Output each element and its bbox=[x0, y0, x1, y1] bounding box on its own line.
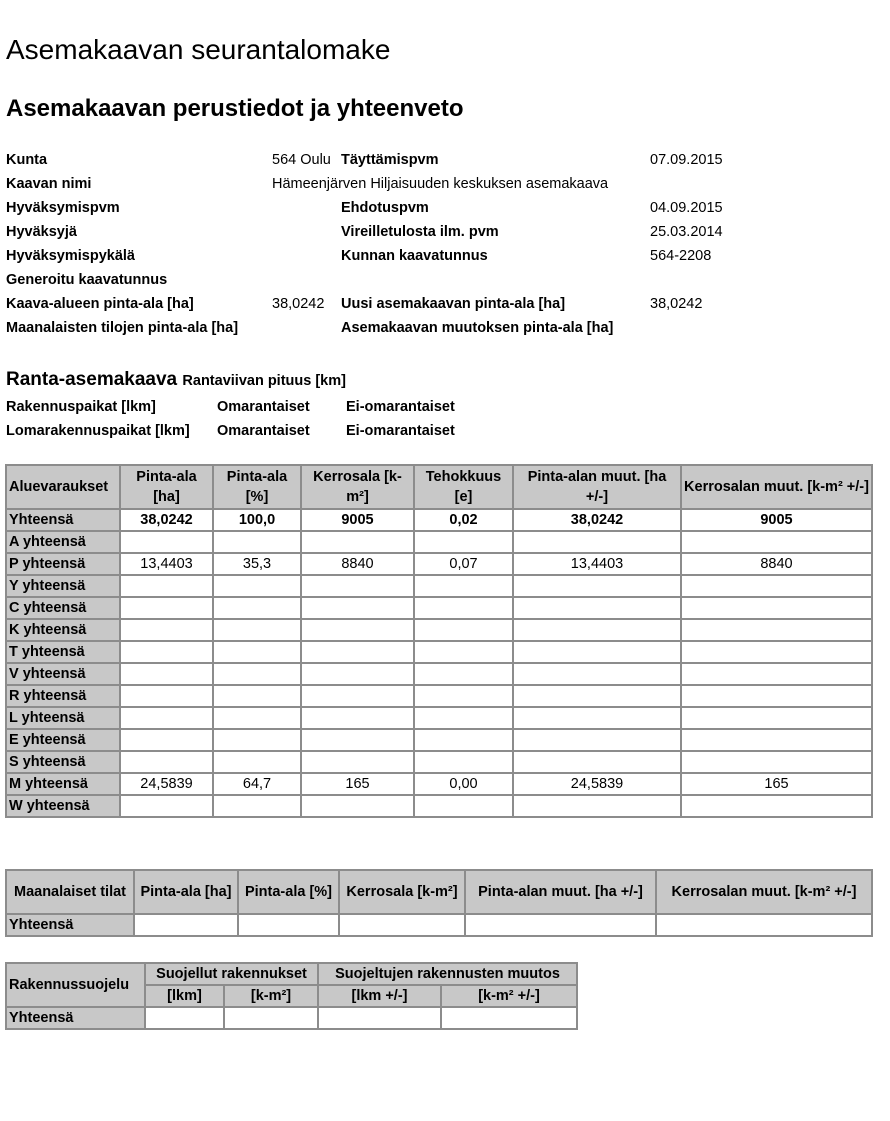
table-cell bbox=[213, 729, 301, 751]
kunnan-kaavatunnus-label: Kunnan kaavatunnus bbox=[341, 248, 488, 264]
table-row bbox=[6, 795, 872, 817]
table-cell bbox=[414, 531, 513, 553]
table-cell bbox=[681, 641, 872, 663]
uusi-pinta-ala-label: Uusi asemakaavan pinta-ala [ha] bbox=[341, 296, 566, 312]
header-tehokkuus: Tehokkuus [e] bbox=[414, 465, 513, 509]
table-cell bbox=[120, 729, 213, 751]
lomarakennuspaikat-label: Lomarakennuspaikat [lkm] bbox=[6, 423, 190, 439]
table-row bbox=[6, 553, 872, 575]
table-cell bbox=[120, 663, 213, 685]
muutoksen-label: Asemakaavan muutoksen pinta-ala [ha] bbox=[341, 320, 614, 336]
table-cell bbox=[414, 795, 513, 817]
lomarakennuspaikat-omarantaiset: Omarantaiset bbox=[217, 423, 310, 439]
header-maanalaiset-tilat: Maanalaiset tilat bbox=[6, 870, 134, 914]
suojelu-header-row bbox=[6, 963, 577, 985]
table-row bbox=[6, 914, 872, 936]
kaava-alue-value: 38,0242 bbox=[272, 296, 325, 312]
row-label: W yhteensä bbox=[6, 795, 120, 817]
table-row bbox=[6, 707, 872, 729]
table-cell bbox=[414, 685, 513, 707]
table-cell bbox=[513, 685, 681, 707]
table-row bbox=[6, 597, 872, 619]
row-label: E yhteensä bbox=[6, 729, 120, 751]
table-row bbox=[6, 729, 872, 751]
row-label: L yhteensä bbox=[6, 707, 120, 729]
table-cell: 13,4403 bbox=[513, 553, 681, 575]
hyvaksymispykala-label: Hyväksymispykälä bbox=[6, 248, 135, 264]
row-label: T yhteensä bbox=[6, 641, 120, 663]
maanalaisten-label: Maanalaisten tilojen pinta-ala [ha] bbox=[6, 320, 239, 336]
table-cell: 38,0242 bbox=[513, 509, 681, 531]
header-k-m2-muutos: [k-m² +/-] bbox=[441, 985, 577, 1007]
row-label: Y yhteensä bbox=[6, 575, 120, 597]
table-cell bbox=[414, 707, 513, 729]
row-label: M yhteensä bbox=[6, 773, 120, 795]
kaavan-nimi-label: Kaavan nimi bbox=[6, 176, 92, 192]
table-row bbox=[6, 663, 872, 685]
table-cell: 38,0242 bbox=[120, 509, 213, 531]
table-cell bbox=[414, 575, 513, 597]
table-cell bbox=[120, 707, 213, 729]
table-cell bbox=[681, 795, 872, 817]
table-cell bbox=[414, 663, 513, 685]
header-m-pinta-alan-muut: Pinta-alan muut. [ha +/-] bbox=[465, 870, 656, 914]
table-cell bbox=[513, 663, 681, 685]
header-aluevaraukset: Aluevaraukset bbox=[6, 465, 120, 509]
row-label: Yhteensä bbox=[6, 914, 134, 936]
row-label: P yhteensä bbox=[6, 553, 120, 575]
row-label: S yhteensä bbox=[6, 751, 120, 773]
table-cell bbox=[120, 795, 213, 817]
kaava-alue-label: Kaava-alueen pinta-ala [ha] bbox=[6, 296, 194, 312]
header-pinta-ala-pct: Pinta-ala [%] bbox=[213, 465, 301, 509]
kunta-label: Kunta bbox=[6, 152, 48, 168]
maanalaiset-table bbox=[5, 869, 873, 937]
section-title: Asemakaavan perustiedot ja yhteenveto bbox=[6, 95, 464, 122]
header-k-m2: [k-m²] bbox=[224, 985, 318, 1007]
tayttamispvm-label: Täyttämispvm bbox=[341, 152, 439, 168]
table-cell bbox=[656, 914, 872, 936]
table-cell bbox=[318, 1007, 441, 1029]
page-title: Asemakaavan seurantalomake bbox=[6, 34, 391, 65]
table-cell bbox=[213, 795, 301, 817]
table-cell: 165 bbox=[681, 773, 872, 795]
table-cell: 9005 bbox=[681, 509, 872, 531]
row-label: Yhteensä bbox=[6, 1007, 145, 1029]
table-cell bbox=[513, 641, 681, 663]
row-label: Yhteensä bbox=[6, 509, 120, 531]
table-cell bbox=[224, 1007, 318, 1029]
table-cell bbox=[120, 685, 213, 707]
table-cell bbox=[120, 531, 213, 553]
header-m-kerrosalan-muut: Kerrosalan muut. [k-m² +/-] bbox=[656, 870, 872, 914]
aluevaraukset-header-row bbox=[6, 465, 872, 509]
maanalaiset-header-row bbox=[6, 870, 872, 914]
table-cell bbox=[681, 663, 872, 685]
ranta-title: Ranta-asemakaava bbox=[6, 369, 178, 390]
table-cell bbox=[301, 729, 414, 751]
table-cell bbox=[301, 685, 414, 707]
table-cell bbox=[513, 795, 681, 817]
rantaviivan-label: Rantaviivan pituus [km] bbox=[182, 373, 346, 389]
table-cell bbox=[513, 531, 681, 553]
header-lkm-muutos: [lkm +/-] bbox=[318, 985, 441, 1007]
table-cell bbox=[681, 685, 872, 707]
table-cell bbox=[213, 641, 301, 663]
table-cell bbox=[213, 685, 301, 707]
table-cell: 24,5839 bbox=[120, 773, 213, 795]
table-cell bbox=[301, 795, 414, 817]
table-cell: 0,02 bbox=[414, 509, 513, 531]
table-cell bbox=[414, 751, 513, 773]
table-cell bbox=[301, 751, 414, 773]
table-cell bbox=[414, 641, 513, 663]
row-label: A yhteensä bbox=[6, 531, 120, 553]
table-cell bbox=[213, 619, 301, 641]
header-suojellut-rakennukset: Suojellut rakennukset bbox=[145, 963, 318, 985]
table-row bbox=[6, 619, 872, 641]
ranta-heading bbox=[6, 369, 346, 391]
table-cell bbox=[441, 1007, 577, 1029]
table-cell bbox=[681, 729, 872, 751]
ehdotuspvm-value: 04.09.2015 bbox=[650, 200, 723, 216]
table-cell bbox=[681, 619, 872, 641]
aluevaraukset-table bbox=[5, 464, 873, 818]
table-row bbox=[6, 575, 872, 597]
row-label: R yhteensä bbox=[6, 685, 120, 707]
table-cell bbox=[120, 597, 213, 619]
table-row bbox=[6, 641, 872, 663]
header-m-pinta-ala-pct: Pinta-ala [%] bbox=[238, 870, 339, 914]
table-cell bbox=[301, 619, 414, 641]
table-cell bbox=[301, 663, 414, 685]
table-cell bbox=[213, 707, 301, 729]
table-cell bbox=[120, 751, 213, 773]
table-cell bbox=[301, 707, 414, 729]
header-m-pinta-ala-ha: Pinta-ala [ha] bbox=[134, 870, 238, 914]
table-cell bbox=[465, 914, 656, 936]
table-row bbox=[6, 531, 872, 553]
table-cell bbox=[414, 729, 513, 751]
table-cell bbox=[120, 619, 213, 641]
table-cell bbox=[681, 707, 872, 729]
uusi-pinta-ala-value: 38,0242 bbox=[650, 296, 703, 312]
table-row bbox=[6, 751, 872, 773]
table-cell: 13,4403 bbox=[120, 553, 213, 575]
table-cell bbox=[414, 619, 513, 641]
table-cell: 8840 bbox=[681, 553, 872, 575]
vireilletulosta-label: Vireilletulosta ilm. pvm bbox=[341, 224, 499, 240]
table-cell: 35,3 bbox=[213, 553, 301, 575]
kunnan-kaavatunnus-value: 564-2208 bbox=[650, 248, 712, 264]
rakennuspaikat-ei-omarantaiset: Ei-omarantaiset bbox=[346, 399, 455, 415]
row-label: C yhteensä bbox=[6, 597, 120, 619]
table-cell bbox=[213, 663, 301, 685]
table-cell bbox=[213, 531, 301, 553]
table-cell bbox=[301, 575, 414, 597]
lomarakennuspaikat-ei-omarantaiset: Ei-omarantaiset bbox=[346, 423, 455, 439]
table-cell: 0,00 bbox=[414, 773, 513, 795]
table-row bbox=[6, 685, 872, 707]
rakennussuojelu-table bbox=[5, 962, 578, 1030]
table-cell bbox=[120, 575, 213, 597]
header-kerrosalan-muut: Kerrosalan muut. [k-m² +/-] bbox=[681, 465, 872, 509]
table-cell: 9005 bbox=[301, 509, 414, 531]
kunta-value: 564 Oulu bbox=[272, 152, 331, 168]
table-cell: 0,07 bbox=[414, 553, 513, 575]
table-cell bbox=[681, 575, 872, 597]
table-cell: 24,5839 bbox=[513, 773, 681, 795]
header-lkm: [lkm] bbox=[145, 985, 224, 1007]
table-cell bbox=[513, 619, 681, 641]
table-cell bbox=[513, 575, 681, 597]
table-cell bbox=[213, 597, 301, 619]
table-cell bbox=[213, 575, 301, 597]
table-cell bbox=[213, 751, 301, 773]
table-cell: 8840 bbox=[301, 553, 414, 575]
table-cell bbox=[301, 641, 414, 663]
header-kerrosala: Kerrosala [k-m²] bbox=[301, 465, 414, 509]
table-cell bbox=[414, 597, 513, 619]
row-label: V yhteensä bbox=[6, 663, 120, 685]
table-cell: 64,7 bbox=[213, 773, 301, 795]
table-cell bbox=[513, 597, 681, 619]
table-cell bbox=[513, 707, 681, 729]
header-pinta-alan-muut: Pinta-alan muut. [ha +/-] bbox=[513, 465, 681, 509]
table-cell bbox=[681, 597, 872, 619]
vireilletulosta-value: 25.03.2014 bbox=[650, 224, 723, 240]
table-cell: 100,0 bbox=[213, 509, 301, 531]
tayttamispvm-value: 07.09.2015 bbox=[650, 152, 723, 168]
table-row bbox=[6, 1007, 577, 1029]
table-row bbox=[6, 773, 872, 795]
table-cell bbox=[513, 751, 681, 773]
rakennuspaikat-omarantaiset: Omarantaiset bbox=[217, 399, 310, 415]
table-cell bbox=[238, 914, 339, 936]
table-cell bbox=[134, 914, 238, 936]
header-pinta-ala-ha: Pinta-ala [ha] bbox=[120, 465, 213, 509]
rakennuspaikat-label: Rakennuspaikat [lkm] bbox=[6, 399, 156, 415]
generoitu-kaavatunnus-label: Generoitu kaavatunnus bbox=[6, 272, 168, 288]
table-cell bbox=[301, 597, 414, 619]
table-row bbox=[6, 509, 872, 531]
header-suojeltujen-muutos: Suojeltujen rakennusten muutos bbox=[318, 963, 577, 985]
header-rakennussuojelu: Rakennussuojelu bbox=[6, 963, 145, 1007]
row-label: K yhteensä bbox=[6, 619, 120, 641]
kaavan-nimi-value: Hämeenjärven Hiljaisuuden keskuksen asemakaava bbox=[272, 176, 609, 192]
table-cell bbox=[120, 641, 213, 663]
ehdotuspvm-label: Ehdotuspvm bbox=[341, 200, 429, 216]
table-cell bbox=[339, 914, 465, 936]
table-cell bbox=[681, 751, 872, 773]
table-cell bbox=[301, 531, 414, 553]
hyvaksymispvm-label: Hyväksymispvm bbox=[6, 200, 120, 216]
table-cell: 165 bbox=[301, 773, 414, 795]
hyvaksyja-label: Hyväksyjä bbox=[6, 224, 77, 240]
table-cell bbox=[681, 531, 872, 553]
header-m-kerrosala: Kerrosala [k-m²] bbox=[339, 870, 465, 914]
table-cell bbox=[513, 729, 681, 751]
table-cell bbox=[145, 1007, 224, 1029]
